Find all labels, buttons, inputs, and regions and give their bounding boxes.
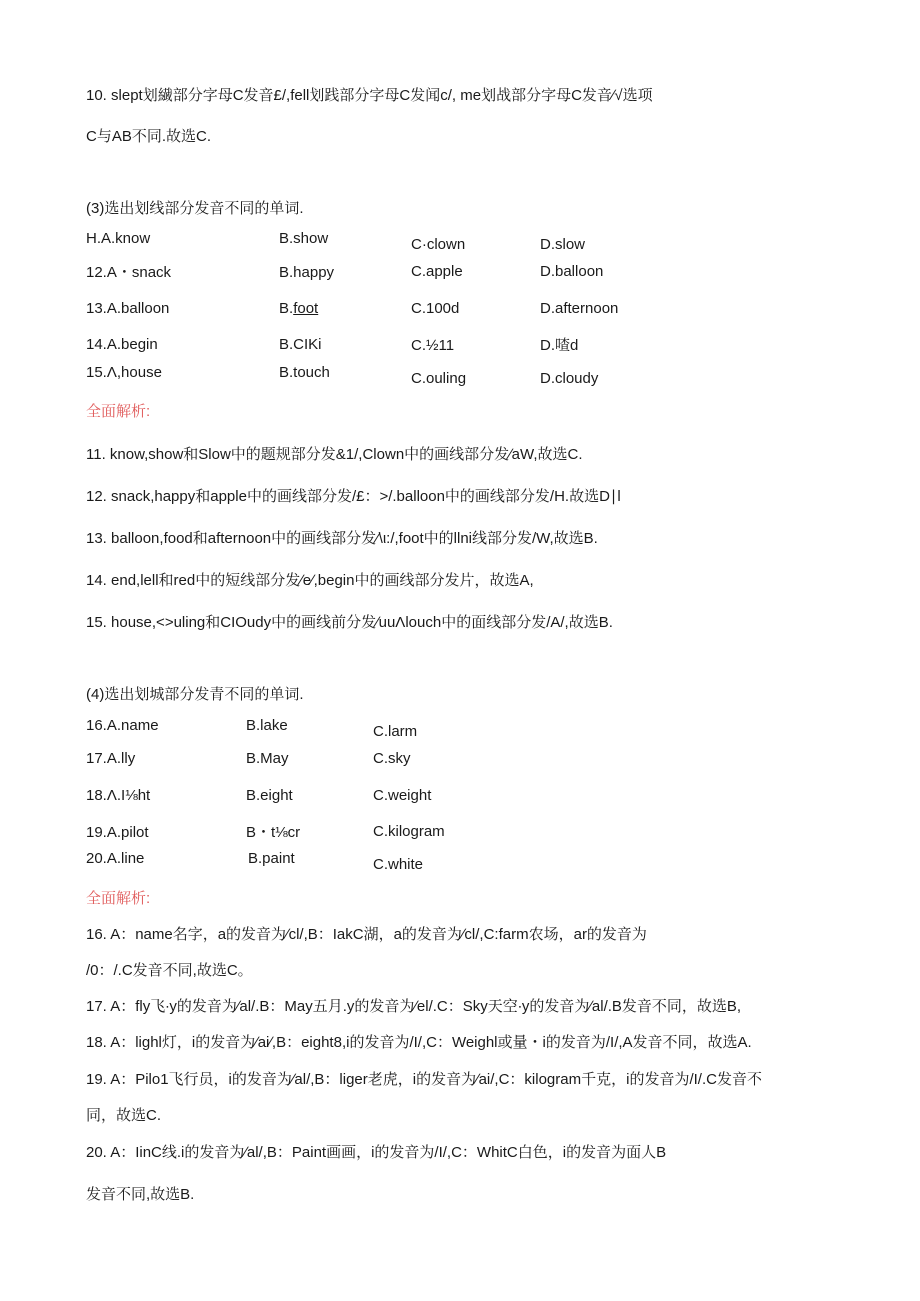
s4-row1-c: C.larm: [373, 723, 418, 740]
s4-row2-c: C.sky: [373, 750, 411, 767]
s3-row4-a: 14.A.begin: [86, 336, 158, 353]
s4-analysis-20: 20. A：IinC线.i的发音为∕al/,B：Paint画画，i的发音为/I/,C：WhitC白色，i的发音为面人B: [86, 1144, 667, 1161]
s4-row3-a: 18.Λ.I⅛ht: [86, 787, 151, 804]
s4-row4-b: B・t⅛cr: [246, 824, 301, 841]
s3-row2-a: 12.A・snack: [86, 264, 172, 281]
q10-line-1: 10. slept划繊部分字母C发音£/,fell划践部分字母C发闻c/, me划战部分字母C发音∕√选项: [86, 87, 653, 104]
s3-row2-c: C.apple: [411, 263, 463, 280]
s4-row5-c: C.white: [373, 856, 424, 873]
s3-row3-b-underlined: foot: [293, 300, 319, 317]
q10-line-2: C与AB不同.故选C.: [86, 128, 212, 145]
s3-row5-d: D.cloudy: [540, 370, 599, 387]
s4-analysis-19: 19. A：Pilo1飞行员，i的发音为∕al/,B：liger老虎，i的发音为∕ai/,C：kilogram千克，i的发音为/I/.C发音不: [86, 1071, 762, 1088]
s4-row2-a: 17.A.lly: [86, 750, 136, 767]
s4-row3-b: B.eight: [246, 787, 293, 804]
s3-row4-b: B.CIKi: [279, 336, 322, 353]
s4-analysis-16: 16. A：name名字，a的发音为∕cl/,B：IakC湖，a的发音为∕cl/,C:farm农场，ar的发音为: [86, 926, 647, 943]
section4-heading: (4)选出划城部分发青不同的单词.: [86, 686, 304, 703]
s3-row2-b: B.happy: [279, 264, 335, 281]
section3-heading: (3)选出划线部分发音不同的单词.: [86, 200, 304, 217]
s4-analysis-20-cont: 发音不同,故选B.: [86, 1186, 195, 1203]
s4-row2-b: B.May: [246, 750, 289, 767]
s4-row5-b: B.paint: [248, 850, 295, 867]
s4-row1-b: B.lake: [246, 717, 288, 734]
s4-row5-a: 20.A.line: [86, 850, 145, 867]
s3-row1-d: D.slow: [540, 236, 586, 253]
s3-analysis-15: 15. house,<>uling和CIOudy中的画线前分发∕uuΛlouch中的面线部分发/A/,故选B.: [86, 614, 613, 631]
s3-row5-b: B.touch: [279, 364, 330, 381]
section4-analysis-label: 全面解析:: [86, 890, 151, 907]
s3-row4-c: C.½11: [411, 337, 455, 354]
s3-row5-c: C.ouling: [411, 370, 467, 387]
s4-analysis-17: 17. A：fly飞∙y的发音为∕al/.B：May五月.y的发音为∕el/.C：Sky天空∙y的发音为∕al/.B发音不同，故选B,: [86, 998, 742, 1015]
s3-row1-c: C·clown: [411, 236, 466, 253]
s3-row2-d: D.balloon: [540, 263, 604, 280]
s3-analysis-11: 11. know,show和Slow中的题规部分发&1/,Clown中的画线部分发∕aW,故选C.: [86, 446, 583, 463]
section3-analysis-label: 全面解析:: [86, 403, 151, 420]
s3-row3-b: [279, 300, 318, 318]
s3-analysis-14: 14. end,lell和red中的短线部分发∕e∕,begin中的画线部分发片，故选A,: [86, 572, 534, 589]
s4-row4-c: C.kilogram: [373, 823, 445, 840]
s3-analysis-13: 13. balloon,food和afternoon中的画线部分发∕\ι:/,foot中的llni线部分发/W,故选B.: [86, 530, 598, 547]
s4-row1-a: 16.A.name: [86, 717, 159, 734]
s3-row3-a: 13.A.balloon: [86, 300, 170, 317]
s3-row5-a: 15.Λ,house: [86, 364, 162, 381]
s4-row4-a: 19.A.pilot: [86, 824, 149, 841]
s4-analysis-19-cont: 同，故选C.: [86, 1107, 162, 1124]
s4-analysis-18: 18. A：lighl灯，i的发音为∕ai∕,B：eight8,i的发音为/I/,C：Weighl或量・i的发音为/I/,A发音不同，故选A.: [86, 1034, 752, 1051]
s3-row1-b: B.show: [279, 230, 329, 247]
s3-analysis-12: 12. snack,happy和apple中的画线部分发/£：>/.balloon中的画线部分发/H.故选D∣l: [86, 488, 621, 505]
s3-row4-d: D.喳d: [540, 337, 579, 354]
s3-row3-b-prefix: B.: [279, 300, 294, 317]
s3-row3-c: C.100d: [411, 300, 460, 317]
s3-row3-d: D.afternoon: [540, 300, 619, 317]
s4-row3-c: C.weight: [373, 787, 432, 804]
s3-row1-a: H.A.know: [86, 230, 151, 247]
s4-analysis-16-cont: /0：/.C发音不同,故选C。: [86, 962, 253, 979]
